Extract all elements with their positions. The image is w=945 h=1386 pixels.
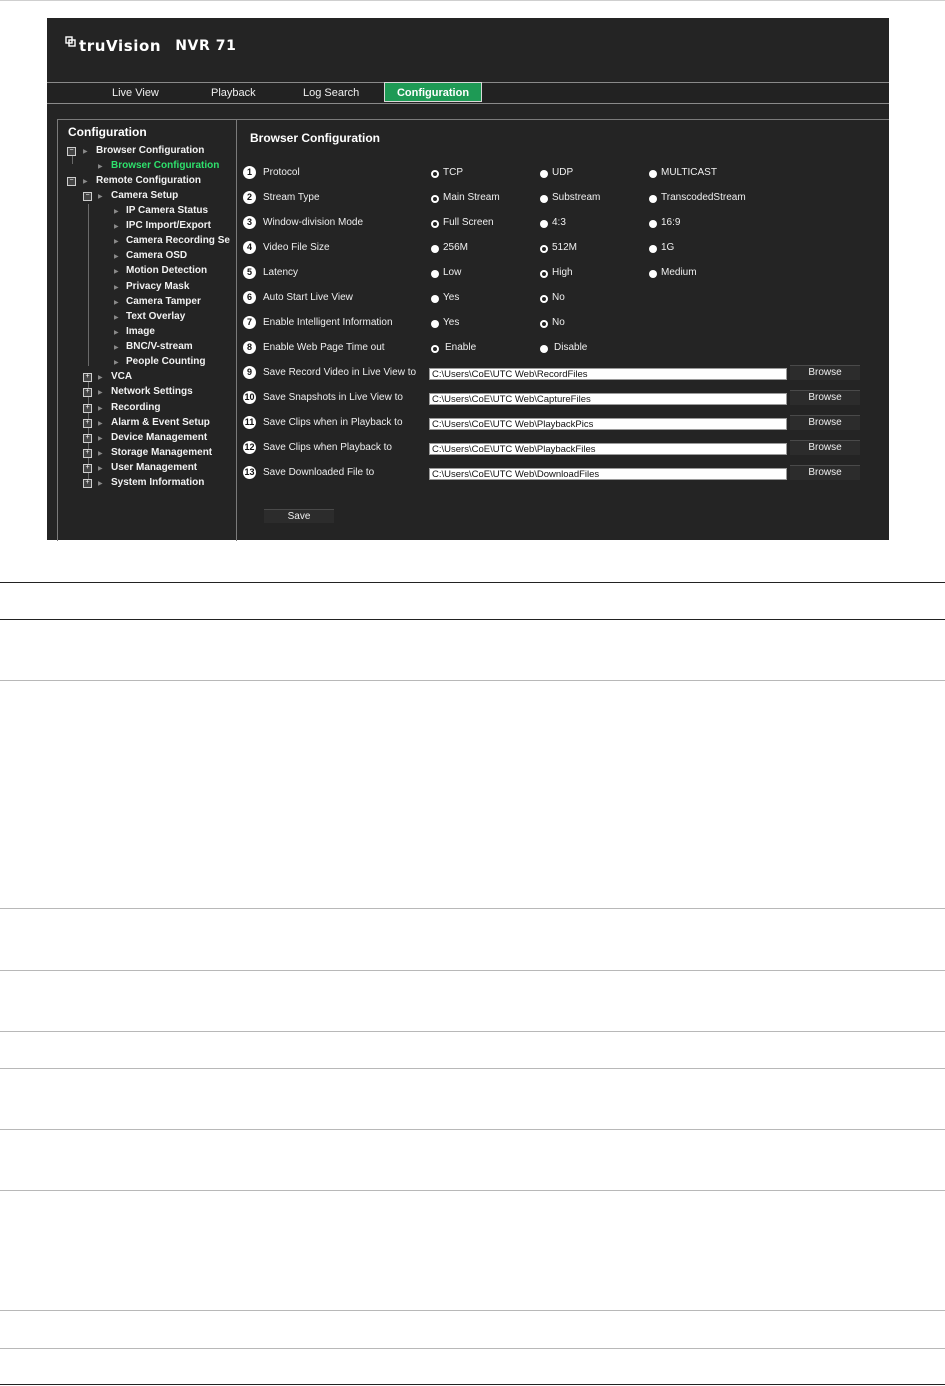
expand-toggle-icon[interactable]: + (83, 404, 92, 413)
latency-label: Latency (263, 267, 299, 278)
protocol-udp-radio[interactable] (540, 170, 548, 178)
tree-arrow-icon: ▶ (98, 481, 103, 487)
sidebar-item-bnc-v-stream[interactable]: BNC/V-stream (126, 341, 193, 352)
record-path-label: Save Record Video in Live View to (263, 367, 417, 378)
sidebar-item-browser-configuration[interactable]: Browser Configuration (96, 145, 205, 156)
tab-log-search[interactable]: Log Search (303, 87, 360, 99)
table-rule (0, 1384, 945, 1385)
browse-playback-pics-button[interactable]: Browse (790, 415, 860, 430)
collapse-toggle-icon[interactable]: − (67, 147, 76, 156)
sidebar-item-people-counting[interactable]: People Counting (126, 356, 206, 367)
option-label: 1G (661, 242, 675, 253)
tree-arrow-icon: ▶ (114, 345, 119, 351)
window-division-label: Window-division Mode (263, 217, 364, 228)
download-path-field[interactable]: C:\Users\CoE\UTC Web\DownloadFiles (429, 468, 787, 480)
sidebar-item-recording[interactable]: Recording (111, 402, 161, 413)
latency-high-radio[interactable] (540, 270, 548, 278)
sidebar-item-camera-osd[interactable]: Camera OSD (126, 250, 188, 261)
sidebar-item-motion-detection[interactable]: Motion Detection (126, 265, 208, 276)
tree-arrow-icon: ▶ (114, 360, 119, 366)
tree-arrow-icon: ▶ (114, 269, 119, 275)
browse-snapshot-button[interactable]: Browse (790, 390, 860, 405)
save-button[interactable]: Save (264, 509, 334, 523)
filesize-512m-radio[interactable] (540, 245, 548, 253)
playback-clips-path-label: Save Clips when in Playback to (263, 417, 403, 428)
option-label: No (552, 292, 565, 303)
option-label: Substream (552, 192, 601, 203)
tree-arrow-icon: ▶ (98, 375, 103, 381)
sidebar-item-vca[interactable]: VCA (111, 371, 133, 382)
callout-number: 10 (244, 392, 255, 402)
playback-files-path-field[interactable]: C:\Users\CoE\UTC Web\PlaybackFiles (429, 443, 787, 455)
table-rule (0, 680, 945, 681)
stream-main-radio[interactable] (431, 195, 439, 203)
latency-low-radio[interactable] (431, 270, 439, 278)
filesize-1g-radio[interactable] (649, 245, 657, 253)
config-tree-sidebar (57, 119, 237, 541)
callout-number: 9 (243, 366, 256, 379)
callout-number: 2 (243, 191, 256, 204)
table-rule (0, 908, 945, 909)
sidebar-item-system-information[interactable]: System Information (111, 477, 205, 488)
intelligent-no-radio[interactable] (540, 320, 548, 328)
web-timeout-enable-radio[interactable] (431, 345, 439, 353)
collapse-toggle-icon[interactable]: − (83, 192, 92, 201)
tree-arrow-icon: ▶ (98, 164, 103, 170)
sidebar-item-camera-recording-settings[interactable]: Camera Recording Se (126, 235, 230, 246)
option-label: Enable (445, 342, 477, 353)
sidebar-item-storage-management[interactable]: Storage Management (111, 447, 213, 458)
sidebar-item-camera-setup[interactable]: Camera Setup (111, 190, 179, 201)
sidebar-title: Configuration (68, 125, 147, 139)
option-label: UDP (552, 167, 574, 178)
table-rule (0, 1310, 945, 1311)
option-label: 16:9 (661, 217, 681, 228)
tree-arrow-icon: ▶ (114, 315, 119, 321)
sidebar-item-network-settings[interactable]: Network Settings (111, 386, 193, 397)
table-rule (0, 619, 945, 620)
table-rule (0, 1068, 945, 1069)
protocol-multicast-radio[interactable] (649, 170, 657, 178)
option-label: High (552, 267, 573, 278)
option-label: TCP (443, 167, 463, 178)
sidebar-item-image[interactable]: Image (126, 326, 155, 337)
page-top-rule (0, 0, 945, 1)
tree-guide (88, 204, 89, 366)
tree-arrow-icon: ▶ (98, 406, 103, 412)
browser-configuration-panel (235, 119, 889, 541)
tree-arrow-icon: ▶ (98, 390, 103, 396)
browse-record-button[interactable]: Browse (790, 365, 860, 380)
model-name: NVR 71 (175, 38, 237, 54)
expand-toggle-icon[interactable]: + (83, 388, 92, 397)
option-label: 512M (552, 242, 578, 253)
option-label: Yes (443, 292, 460, 303)
tree-arrow-icon: ▶ (114, 254, 119, 260)
intelligent-info-label: Enable Intelligent Information (263, 317, 393, 328)
window-4-3-radio[interactable] (540, 220, 548, 228)
expand-toggle-icon[interactable]: + (83, 479, 92, 488)
tree-arrow-icon: ▶ (83, 149, 88, 155)
download-path-label: Save Downloaded File to (263, 467, 375, 478)
expand-toggle-icon[interactable]: + (83, 419, 92, 428)
sidebar-item-alarm-event-setup[interactable]: Alarm & Event Setup (111, 417, 210, 428)
page-title: Browser Configuration (250, 131, 381, 145)
web-timeout-disable-radio[interactable] (540, 345, 548, 353)
callout-number: 13 (244, 467, 255, 477)
sidebar-item-ipc-import-export[interactable]: IPC Import/Export (126, 220, 212, 231)
callout-number: 5 (243, 266, 256, 279)
callout-number: 3 (243, 216, 256, 229)
main-nav (47, 82, 889, 104)
playback-files-path-label: Save Clips when Playback to (263, 442, 392, 453)
sidebar-item-ip-camera-status[interactable]: IP Camera Status (126, 205, 209, 216)
expand-toggle-icon[interactable]: + (83, 449, 92, 458)
option-label: 256M (443, 242, 469, 253)
sidebar-item-remote-configuration[interactable]: Remote Configuration (96, 175, 201, 186)
auto-start-yes-radio[interactable] (431, 295, 439, 303)
stream-type-label: Stream Type (263, 192, 320, 203)
callout-number: 4 (243, 241, 256, 254)
protocol-tcp-radio[interactable] (431, 170, 439, 178)
callout-number: 1 (243, 166, 256, 179)
tab-playback[interactable]: Playback (211, 87, 256, 99)
sidebar-item-device-management[interactable]: Device Management (111, 432, 208, 443)
callout-number: 7 (243, 316, 256, 329)
option-label: Disable (554, 342, 588, 353)
option-label: Low (443, 267, 462, 278)
stream-sub-radio[interactable] (540, 195, 548, 203)
sidebar-item-browser-configuration-active[interactable]: Browser Configuration (111, 160, 220, 171)
callout-number: 6 (243, 291, 256, 304)
stream-transcoded-radio[interactable] (649, 195, 657, 203)
callout-number: 8 (243, 341, 256, 354)
tree-arrow-icon: ▶ (83, 179, 88, 185)
option-label: Yes (443, 317, 460, 328)
table-rule (0, 1031, 945, 1032)
sidebar-item-privacy-mask[interactable]: Privacy Mask (126, 281, 190, 292)
snapshot-path-field[interactable]: C:\Users\CoE\UTC Web\CaptureFiles (429, 393, 787, 405)
tree-arrow-icon: ▶ (98, 451, 103, 457)
option-label: MULTICAST (661, 167, 717, 178)
window-fullscreen-radio[interactable] (431, 220, 439, 228)
truvision-logo (65, 34, 236, 58)
tree-arrow-icon: ▶ (98, 436, 103, 442)
tree-arrow-icon: ▶ (98, 466, 103, 472)
option-label: No (552, 317, 565, 328)
table-rule (0, 582, 945, 583)
latency-medium-radio[interactable] (649, 270, 657, 278)
video-file-size-label: Video File Size (263, 242, 330, 253)
option-label: Main Stream (443, 192, 500, 203)
table-rule (0, 970, 945, 971)
tree-arrow-icon: ▶ (114, 300, 119, 306)
tab-live-view[interactable]: Live View (112, 87, 159, 99)
playback-pics-path-field[interactable]: C:\Users\CoE\UTC Web\PlaybackPics (429, 418, 787, 430)
filesize-256m-radio[interactable] (431, 245, 439, 253)
auto-start-live-view-label: Auto Start Live View (263, 292, 353, 303)
option-label: Full Screen (443, 217, 494, 228)
tree-arrow-icon: ▶ (98, 421, 103, 427)
logo-mark-icon (65, 36, 77, 50)
record-path-field[interactable]: C:\Users\CoE\UTC Web\RecordFiles (429, 368, 787, 380)
brand-name: truVision (79, 37, 162, 55)
tree-arrow-icon: ▶ (114, 285, 119, 291)
option-label: Medium (661, 267, 697, 278)
sidebar-item-text-overlay[interactable]: Text Overlay (126, 311, 186, 322)
tree-arrow-icon: ▶ (98, 194, 103, 200)
sidebar-item-user-management[interactable]: User Management (111, 462, 198, 473)
expand-toggle-icon[interactable]: + (83, 464, 92, 473)
table-rule (0, 1348, 945, 1349)
table-rule (0, 1190, 945, 1191)
snapshot-path-label: Save Snapshots in Live View to (263, 392, 403, 403)
expand-toggle-icon[interactable]: + (83, 434, 92, 443)
collapse-toggle-icon[interactable]: − (67, 177, 76, 186)
nvr-browser-configuration-screenshot (47, 18, 889, 540)
protocol-label: Protocol (263, 167, 300, 178)
callout-number: 11 (244, 417, 255, 427)
callout-number: 12 (244, 442, 255, 452)
option-label: 4:3 (552, 217, 566, 228)
expand-toggle-icon[interactable]: + (83, 373, 92, 382)
tree-arrow-icon: ▶ (114, 209, 119, 215)
option-label: TranscodedStream (661, 192, 746, 203)
tree-arrow-icon: ▶ (114, 239, 119, 245)
intelligent-yes-radio[interactable] (431, 320, 439, 328)
tree-arrow-icon: ▶ (114, 224, 119, 230)
tab-configuration[interactable]: Configuration (384, 82, 482, 102)
auto-start-no-radio[interactable] (540, 295, 548, 303)
browse-download-button[interactable]: Browse (790, 465, 860, 480)
web-timeout-label: Enable Web Page Time out (263, 342, 385, 353)
browse-playback-files-button[interactable]: Browse (790, 440, 860, 455)
sidebar-item-camera-tamper[interactable]: Camera Tamper (126, 296, 201, 307)
window-16-9-radio[interactable] (649, 220, 657, 228)
tree-arrow-icon: ▶ (114, 330, 119, 336)
table-rule (0, 1129, 945, 1130)
